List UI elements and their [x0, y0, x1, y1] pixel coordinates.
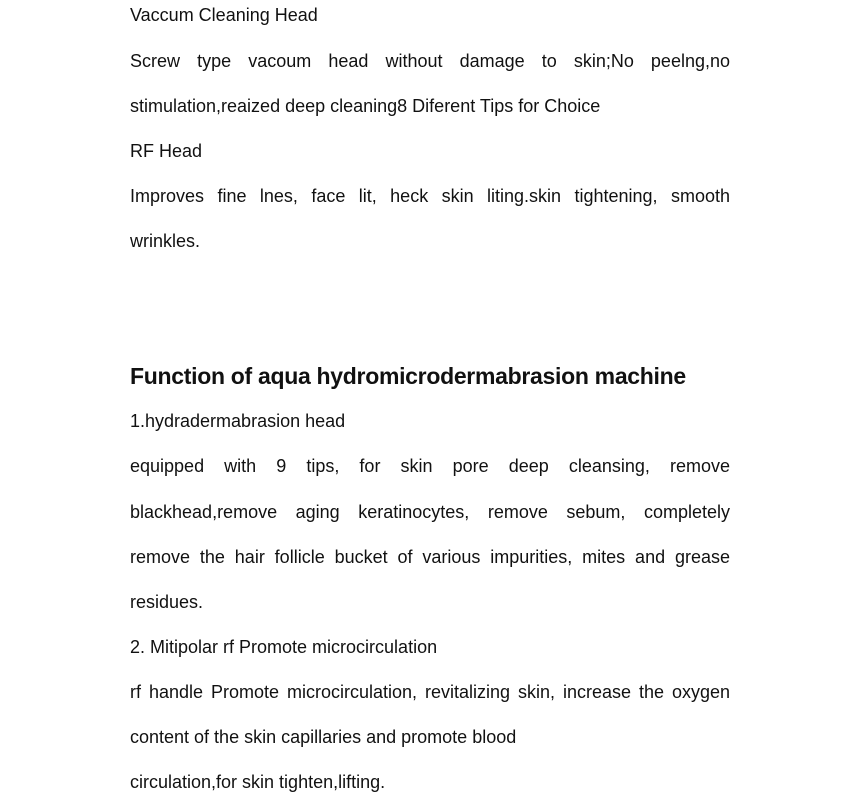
- paragraph-line: residues.: [130, 592, 204, 612]
- subheading-vaccum-cleaning-head: Vaccum Cleaning Head: [130, 5, 318, 25]
- subheading-mitipolar-rf: 2. Mitipolar rf Promote microcirculation: [130, 637, 438, 657]
- subheading-rf-head: RF Head: [130, 141, 203, 161]
- paragraph-line: Improves fine lnes, face lit, heck skin liting.skin tightening, smooth: [130, 186, 730, 206]
- paragraph-line: wrinkles.: [130, 231, 201, 251]
- paragraph-line: Screw type vacoum head without damage to skin;No peelng,no: [130, 51, 730, 71]
- paragraph-line: circulation,for skin tighten,lifting.: [130, 772, 386, 792]
- paragraph-line: rf handle Promote microcirculation, revitalizing skin, increase the oxygen: [130, 682, 730, 702]
- paragraph-line: blackhead,remove aging keratinocytes, remove sebum, completely: [130, 502, 730, 522]
- paragraph-line: content of the skin capillaries and promote blood: [130, 727, 517, 747]
- subheading-hydradermabrasion-head: 1.hydradermabrasion head: [130, 411, 346, 431]
- paragraph-line: remove the hair follicle bucket of various impurities, mites and grease: [130, 547, 730, 567]
- paragraph-line: equipped with 9 tips, for skin pore deep cleansing, remove: [130, 456, 730, 476]
- paragraph-line: stimulation,reaized deep cleaning8 Diferent Tips for Choice: [130, 96, 601, 116]
- section-heading: Function of aqua hydromicrodermabrasion machine: [130, 363, 686, 389]
